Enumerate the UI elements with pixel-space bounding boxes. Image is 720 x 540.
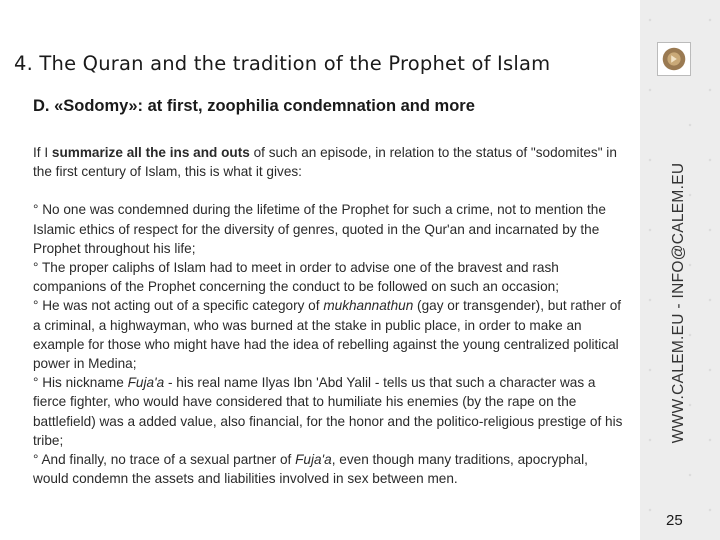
intro-paragraph: [33, 143, 625, 181]
intro-text-end: of such an episode, in relation to the status of "sodomites" in the first century of Islam, this is what it gives:: [33, 145, 617, 180]
point-5-text-end: , even though many traditions, apocryphal, would condemn the assets and liabilities involved in sex between men.: [33, 452, 588, 487]
sidebar-contact-text: WWW.CALEM.EU - INFO@CALEM.EU: [670, 162, 687, 444]
section-heading: D. «Sodomy»: at first, zoophilia condemnation and more: [33, 97, 475, 115]
calem-logo-icon: [657, 42, 691, 76]
intro-text-start: If I: [33, 145, 52, 160]
intro-bold-text: summarize all the ins and outs: [51, 145, 250, 160]
point-4-text-end: - his real name Ilyas Ibn 'Abd Yalil - tells us that such a character was a fierce fighter, who would have considered that to humiliate his enemies (by the rape on the battlefield) was a added value, also financial, for the honor and the politico-religious prestige of his tribe;: [33, 375, 623, 448]
slide-title: 4. The Quran and the tradition of the Prophet of Islam: [14, 52, 551, 75]
point-4-italic-name: Fuja'a: [127, 375, 165, 391]
point-3-text-end: (gay or transgender), but rather of a criminal, a highwayman, who was burned at the stake in public place, in order to make an example for those who might have had the idea of rebelling against the young centralized political power in Medina;: [33, 298, 622, 372]
point-3: [33, 296, 625, 373]
point-3-text-start: ° He was not acting out of a specific category of: [33, 298, 324, 314]
point-5-text-start: ° And finally, no trace of a sexual partner of: [33, 452, 296, 468]
point-2: ° The proper caliphs of Islam had to meet in order to advise one of the bravest and rash companions of the Prophet concerning the conduct to be followed on such an occasion;: [33, 260, 559, 295]
point-5-italic-name: Fuja'a: [295, 452, 332, 468]
slide-content: [33, 143, 625, 488]
point-5: [33, 450, 625, 488]
point-1: ° No one was condemned during the lifetime of the Prophet for such a crime, not to mention the Islamic ethics of respect for the diversity of genres, quoted in the Qur'an and incarnated by the Prophet throughout his life;: [33, 202, 606, 256]
point-4-text-start: ° His nickname: [33, 375, 128, 391]
page-number: 25: [666, 512, 683, 529]
point-3-italic-term: mukhannathun: [323, 298, 414, 314]
point-4: [33, 373, 625, 450]
